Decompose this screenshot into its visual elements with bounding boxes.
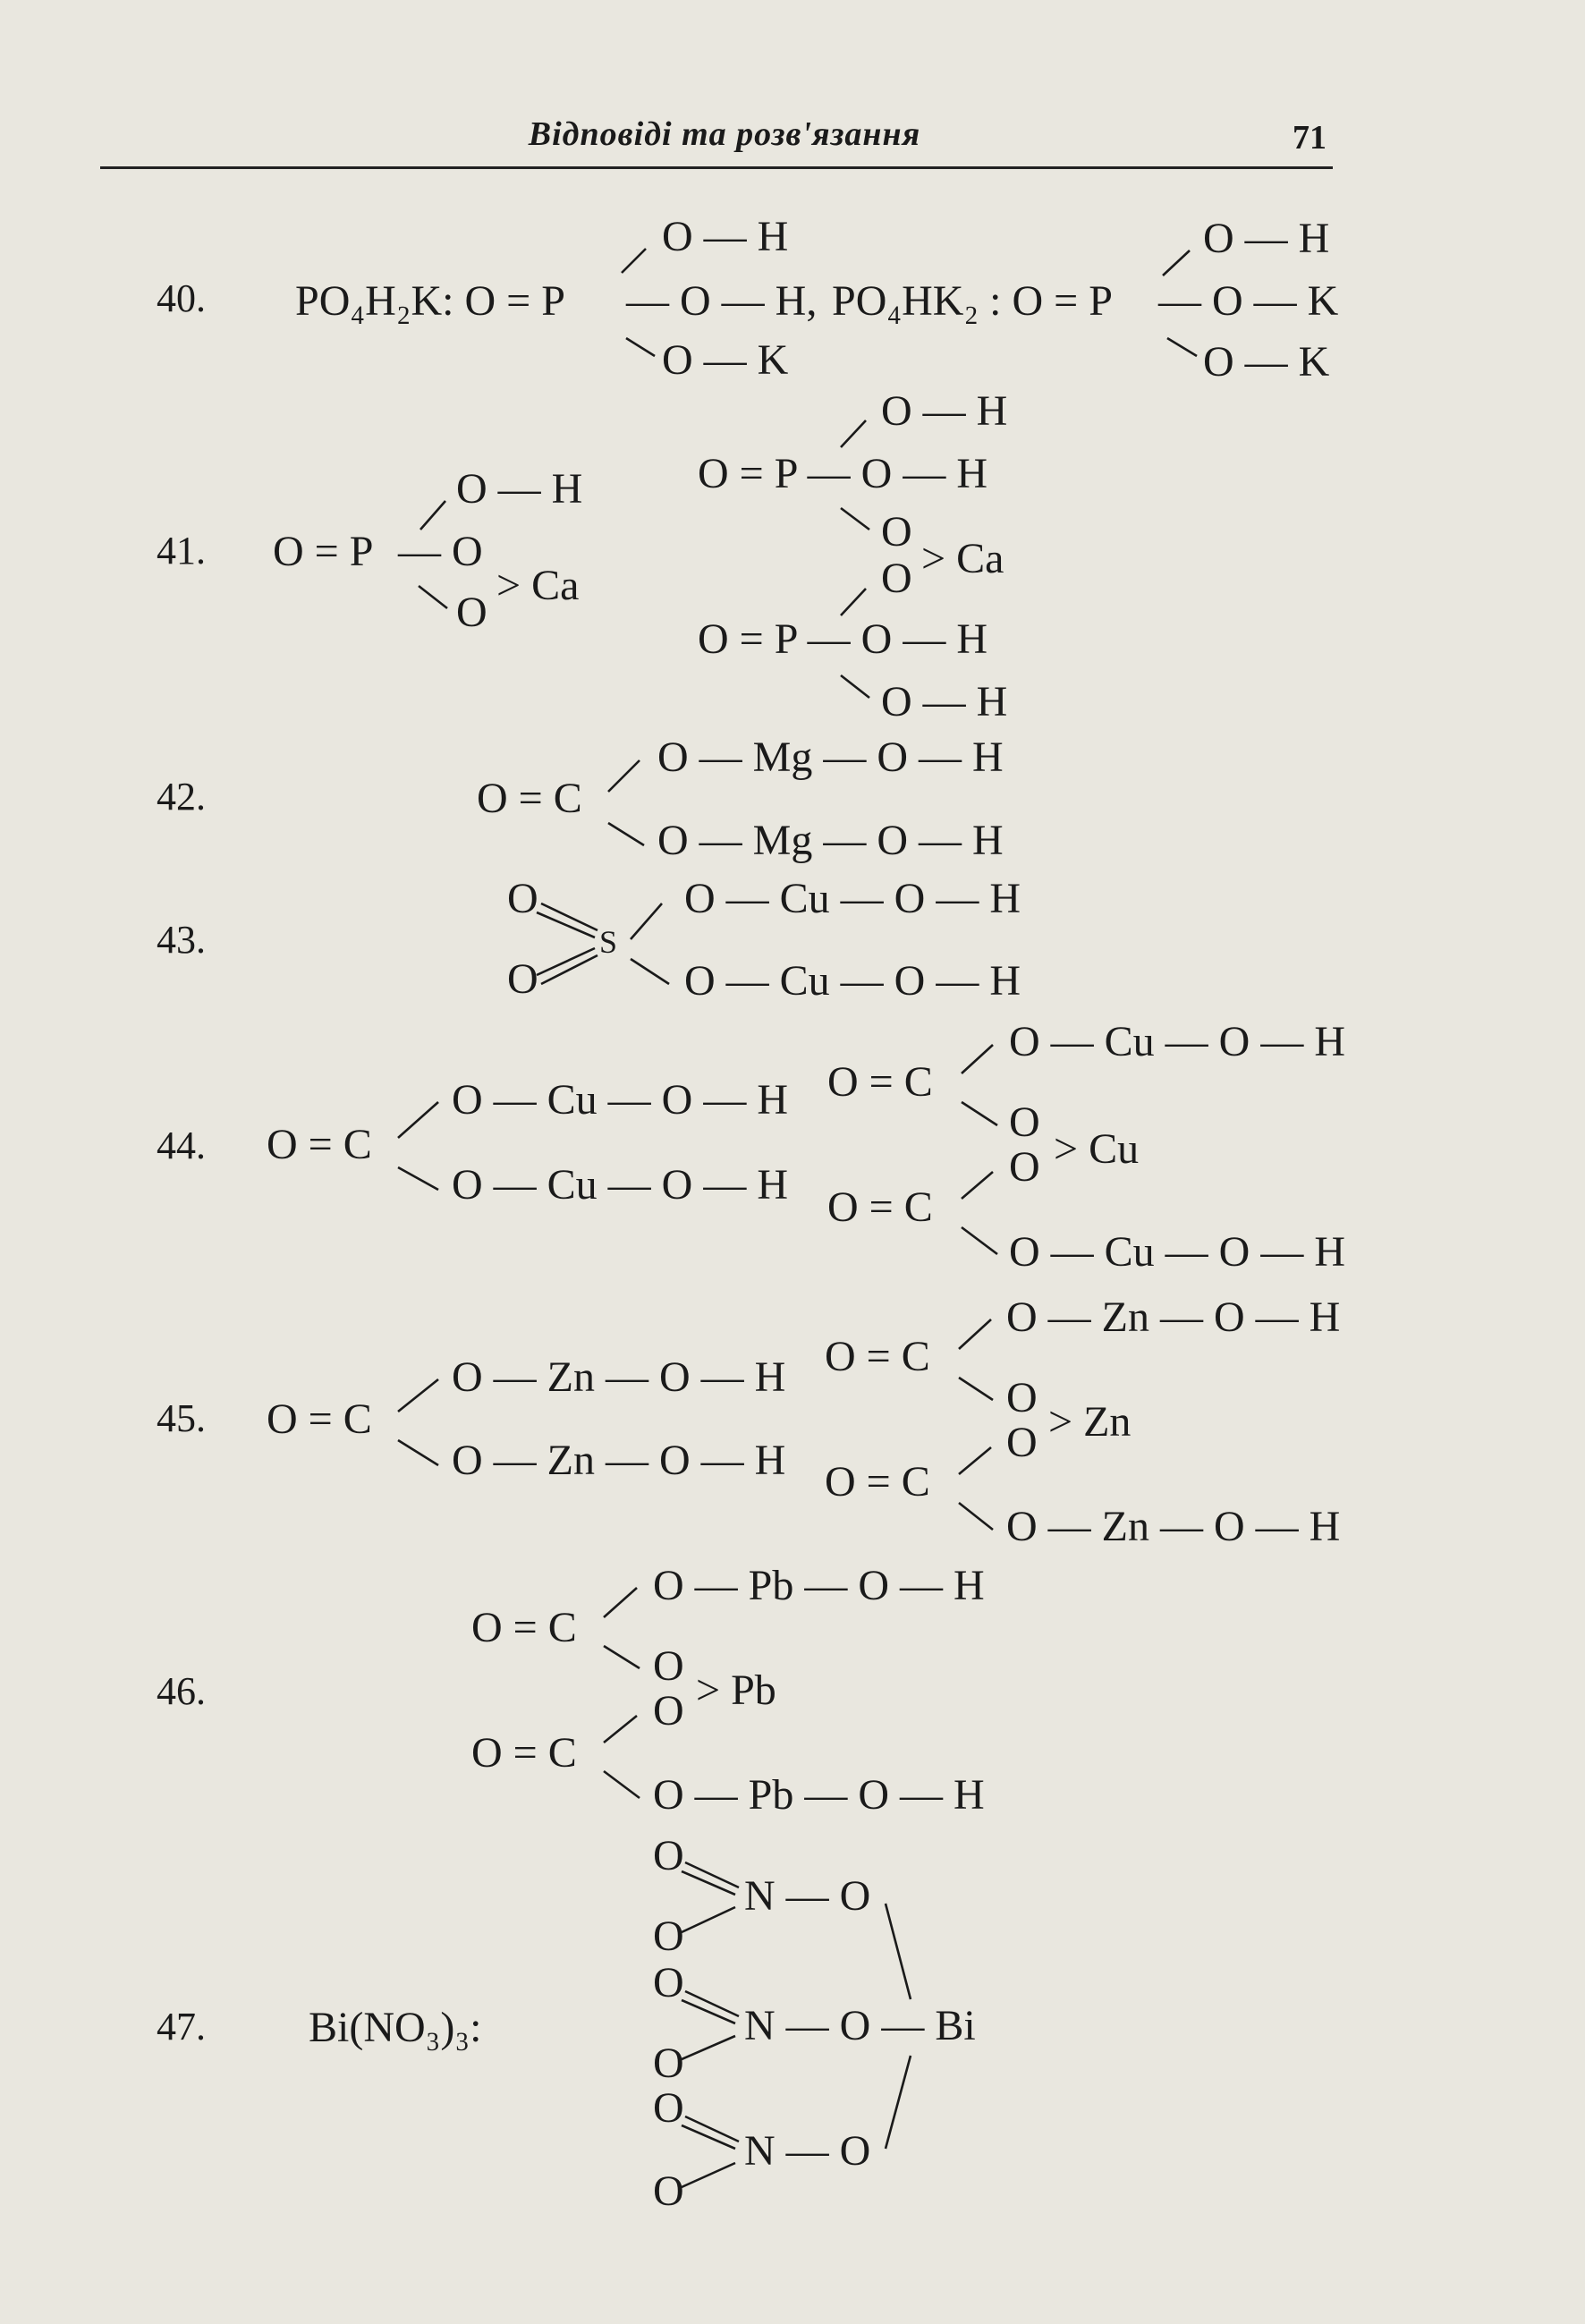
single-bond: [631, 903, 662, 939]
oxygen-atom: O: [653, 2167, 684, 2215]
bond-group: O — Cu — O — H: [684, 957, 1021, 1005]
problem-40: [157, 213, 1339, 386]
problem-number: 43.: [157, 918, 206, 962]
single-bond: [1163, 250, 1190, 276]
bond-group: O — H: [662, 213, 789, 260]
bond-group: O — Zn — O — H: [1006, 1293, 1341, 1341]
single-bond: [682, 2163, 735, 2187]
problem-number: 41.: [157, 529, 206, 573]
single-bond: [841, 420, 866, 447]
single-bond: [604, 1716, 637, 1743]
problem-42: [157, 734, 1004, 864]
bond-group: O — Cu — O — H: [1009, 1228, 1346, 1276]
formula-po4h2k: PO₄H₂K: O = P: [295, 277, 565, 325]
single-bond: [626, 338, 655, 356]
metal-bridge: > Cu: [1054, 1125, 1140, 1173]
single-bond: [631, 959, 669, 984]
bond-group: O = C: [827, 1058, 933, 1106]
single-bond: [604, 1771, 640, 1798]
single-bond: [398, 1379, 438, 1412]
single-bond: [959, 1319, 991, 1349]
problem-41: [157, 387, 1007, 725]
bond-group: O: [881, 555, 912, 602]
bond-group: O: [653, 1687, 684, 1735]
metal-bridge: > Ca: [496, 562, 580, 609]
single-bond: [841, 508, 869, 530]
single-bond: [841, 589, 866, 615]
bond-group: O = C: [827, 1183, 933, 1231]
single-bond: [608, 823, 644, 845]
single-bond: [398, 1102, 438, 1138]
problem-43: [157, 875, 1021, 1005]
bond-group: — O: [398, 528, 483, 575]
oxygen-atom: O: [653, 1959, 684, 2006]
problem-number: 40.: [157, 276, 206, 320]
single-bond: [419, 586, 447, 608]
problem-number: 42.: [157, 775, 206, 818]
single-bond: [604, 1588, 637, 1617]
bond-group: — O — K: [1158, 277, 1339, 325]
single-bond: [962, 1045, 993, 1073]
metal-bridge: > Zn: [1048, 1398, 1132, 1446]
bond-group: O = C: [267, 1121, 372, 1168]
bond-group: O — Cu — O — H: [1009, 1018, 1346, 1065]
bond-group: O — H: [1203, 215, 1330, 262]
bond-group: O — Zn — O — H: [1006, 1503, 1341, 1550]
problem-number: 45.: [157, 1396, 206, 1440]
bond-group: N — O — Bi: [744, 2002, 976, 2049]
single-bond: [682, 1907, 735, 1932]
bi-o-bond: [886, 2056, 911, 2149]
single-bond: [959, 1378, 993, 1400]
single-bond: [962, 1102, 997, 1125]
bond-group: O — Mg — O — H: [657, 817, 1004, 864]
bond-group: O — Cu — O — H: [684, 875, 1021, 922]
bond-group: O — H: [881, 387, 1008, 435]
formula-bi-no3-3: Bi(NO₃)₃:: [309, 2004, 482, 2051]
bond-group: O = C: [825, 1458, 930, 1506]
problem-number: 47.: [157, 2005, 206, 2048]
single-bond: [962, 1172, 993, 1199]
problem-45: [157, 1293, 1340, 1550]
problem-number: 46.: [157, 1669, 206, 1713]
bond-group: O: [653, 1642, 684, 1690]
bond-group: N — O: [744, 2127, 871, 2175]
page-number: 71: [1293, 119, 1326, 157]
bond-group: O = C: [825, 1333, 930, 1380]
bond-group: N — O: [744, 1872, 871, 1920]
bi-o-bond: [886, 1904, 911, 1999]
oxygen-atom: O: [653, 2040, 684, 2087]
bond-group: O = C: [471, 1729, 577, 1777]
single-bond: [622, 249, 646, 273]
bond-group: O — Pb — O — H: [653, 1771, 985, 1819]
bond-group: O — Pb — O — H: [653, 1562, 985, 1609]
bond-group: O: [1009, 1143, 1040, 1191]
problem-46: [157, 1562, 985, 1819]
bond-group: O = P — O — H: [698, 450, 987, 497]
single-bond: [962, 1227, 997, 1254]
single-bond: [420, 501, 445, 530]
metal-bridge: > Pb: [696, 1667, 776, 1714]
sulfur-atom: S: [599, 924, 618, 960]
formula-po4hk2: PO₄HK₂ : O = P: [832, 277, 1113, 325]
oxygen-atom: O: [653, 1913, 684, 1960]
single-bond: [398, 1440, 438, 1465]
bond-group: O = C: [471, 1604, 577, 1651]
problem-44: [157, 1018, 1345, 1276]
single-bond: [841, 675, 869, 698]
bond-group: O — K: [1203, 338, 1330, 386]
bond-group: O = C: [477, 775, 582, 822]
bond-group: O: [881, 508, 912, 556]
single-bond: [604, 1646, 640, 1668]
bond-group: O — Mg — O — H: [657, 734, 1004, 781]
bond-group: O = C: [267, 1395, 372, 1443]
bond-group: O — Zn — O — H: [452, 1353, 786, 1401]
bond-group: O: [1006, 1419, 1038, 1466]
bond-group: O = P: [273, 528, 374, 575]
bond-group: O — Cu — O — H: [452, 1161, 789, 1209]
bond-group: O: [1009, 1098, 1040, 1146]
single-bond: [398, 1167, 438, 1190]
oxygen-atom: O: [653, 2084, 684, 2132]
metal-bridge: > Ca: [921, 535, 1004, 582]
bond-group: O = P — O — H: [698, 615, 987, 663]
bond-group: O — Zn — O — H: [452, 1437, 786, 1484]
problem-number: 44.: [157, 1124, 206, 1167]
single-bond: [608, 760, 640, 792]
bond-group: O: [507, 955, 538, 1003]
bond-group: O: [1006, 1374, 1038, 1421]
oxygen-atom: O: [653, 1832, 684, 1879]
running-header: Відповіді та розв'язання: [528, 115, 921, 153]
bond-group: O — H: [881, 678, 1008, 725]
bond-group: O — Cu — O — H: [452, 1076, 789, 1124]
bond-group: O: [507, 875, 538, 922]
bond-group: — O — H,: [626, 277, 818, 325]
single-bond: [959, 1447, 991, 1474]
single-bond: [682, 2036, 735, 2059]
bond-group: O: [456, 589, 487, 636]
single-bond: [1167, 338, 1197, 356]
bond-group: O — K: [662, 336, 789, 384]
problem-47: [157, 1832, 976, 2215]
single-bond: [959, 1503, 993, 1530]
bond-group: O — H: [456, 465, 583, 513]
